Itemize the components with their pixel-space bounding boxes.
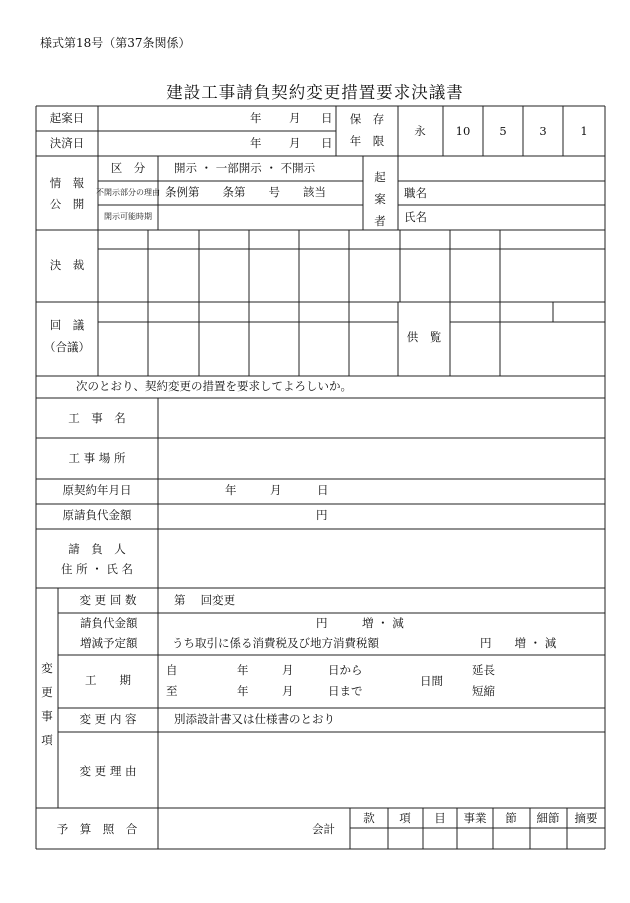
disclosure-label-1: 情 報 [49, 176, 85, 190]
contractor-address-name-label: 住 所 ・ 氏 名 [60, 562, 134, 576]
tax-change-value[interactable]: 円 増 ・ 減 [480, 636, 557, 650]
retention-3[interactable]: 3 [539, 124, 547, 138]
drafter-label: 起 案 者 [374, 170, 386, 228]
amount-change-label-1: 請負代金額 [80, 616, 138, 630]
budget-check-label: 予 算 照 合 [56, 822, 138, 836]
period-from-day: 日から [328, 663, 363, 677]
document-title: 建設工事請負契約変更措置要求決議書 [166, 83, 464, 102]
original-contract-month: 月 [270, 483, 282, 497]
non-disclosure-reason-label: 不開示部分の理由 [96, 188, 160, 197]
retention-5[interactable]: 5 [499, 124, 507, 138]
budget-col-moku: 目 [434, 811, 446, 825]
budget-col-saisetsu: 細節 [536, 811, 560, 825]
approval-month: 月 [289, 136, 301, 150]
original-amount-yen: 円 [316, 508, 328, 522]
period-to-day: 日まで [328, 684, 363, 698]
budget-col-kou: 項 [399, 811, 411, 825]
original-contract-date-label: 原契約年月日 [62, 483, 132, 497]
change-reason-label: 変 更 理 由 [79, 764, 137, 778]
period-to: 至 [166, 684, 178, 698]
retention-label-2: 年 限 [349, 134, 385, 148]
period-from-month: 月 [282, 663, 294, 677]
retention-1[interactable]: 1 [580, 124, 588, 138]
period-extend[interactable]: 延長 [472, 663, 495, 677]
work-name-label: 工 事 名 [68, 411, 126, 425]
retention-label-1: 保 存 [349, 112, 385, 126]
inspection-label: 供 覧 [406, 330, 442, 344]
intro-sentence: 次のとおり、契約変更の措置を要求してよろしいか。 [76, 379, 352, 393]
drafter-post-label: 職名 [404, 186, 427, 200]
amount-change-label-2: 増減予定額 [80, 636, 138, 650]
approval-year: 年 [250, 136, 262, 150]
draft-day: 日 [321, 111, 333, 125]
period-days: 日間 [420, 674, 443, 688]
form-number-label: 様式第18号（第37条関係） [40, 36, 191, 50]
disclosure-label-2: 公 開 [49, 197, 85, 211]
budget-col-summary: 摘要 [574, 811, 598, 825]
construction-period-label: 工 期 [85, 673, 131, 687]
draft-month: 月 [289, 111, 301, 125]
retention-10[interactable]: 10 [455, 124, 471, 138]
draft-date-label: 起案日 [49, 111, 85, 125]
change-count-value[interactable]: 第 回変更 [174, 593, 236, 607]
drafter-name-label: 氏名 [404, 210, 427, 224]
period-to-month: 月 [282, 684, 294, 698]
consultation-label: （合議） [44, 340, 90, 354]
period-from: 自 [166, 663, 178, 677]
category-label: 区 分 [110, 161, 146, 175]
draft-year: 年 [250, 111, 262, 125]
original-contract-year: 年 [225, 483, 237, 497]
approval-day: 日 [321, 136, 333, 150]
contractor-label: 請 負 人 [68, 542, 126, 556]
original-contract-day: 日 [317, 483, 329, 497]
period-to-year: 年 [237, 684, 249, 698]
change-content-value: 別添設計書又は仕様書のとおり [174, 712, 335, 726]
budget-col-project: 事業 [463, 811, 487, 825]
category-options[interactable]: 開示 ・ 一部開示 ・ 不開示 [174, 161, 316, 175]
disclosable-date-label: 開示可能時期 [104, 212, 152, 221]
accounting-label: 会計 [312, 822, 335, 836]
amount-change-value[interactable]: 円 増 ・ 減 [316, 616, 404, 630]
retention-permanent[interactable]: 永 [414, 124, 426, 138]
approval-date-label: 決済日 [49, 136, 85, 150]
budget-col-kan: 款 [363, 811, 375, 825]
non-disclosure-reason-value[interactable]: 条例第 条第 号 該当 [165, 185, 326, 199]
change-items-label: 変 更 事 項 [41, 661, 53, 747]
change-content-label: 変 更 内 容 [79, 712, 137, 726]
budget-col-setsu: 節 [505, 811, 517, 825]
original-amount-label: 原請負代金額 [62, 508, 132, 522]
circulation-label: 回 議 [49, 318, 85, 332]
period-from-year: 年 [237, 663, 249, 677]
work-place-label: 工 事 場 所 [68, 451, 126, 465]
decision-label: 決 裁 [49, 258, 85, 272]
tax-note: うち取引に係る消費税及び地方消費税額 [172, 636, 379, 650]
period-shorten[interactable]: 短縮 [472, 684, 495, 698]
change-count-label: 変 更 回 数 [79, 593, 137, 607]
